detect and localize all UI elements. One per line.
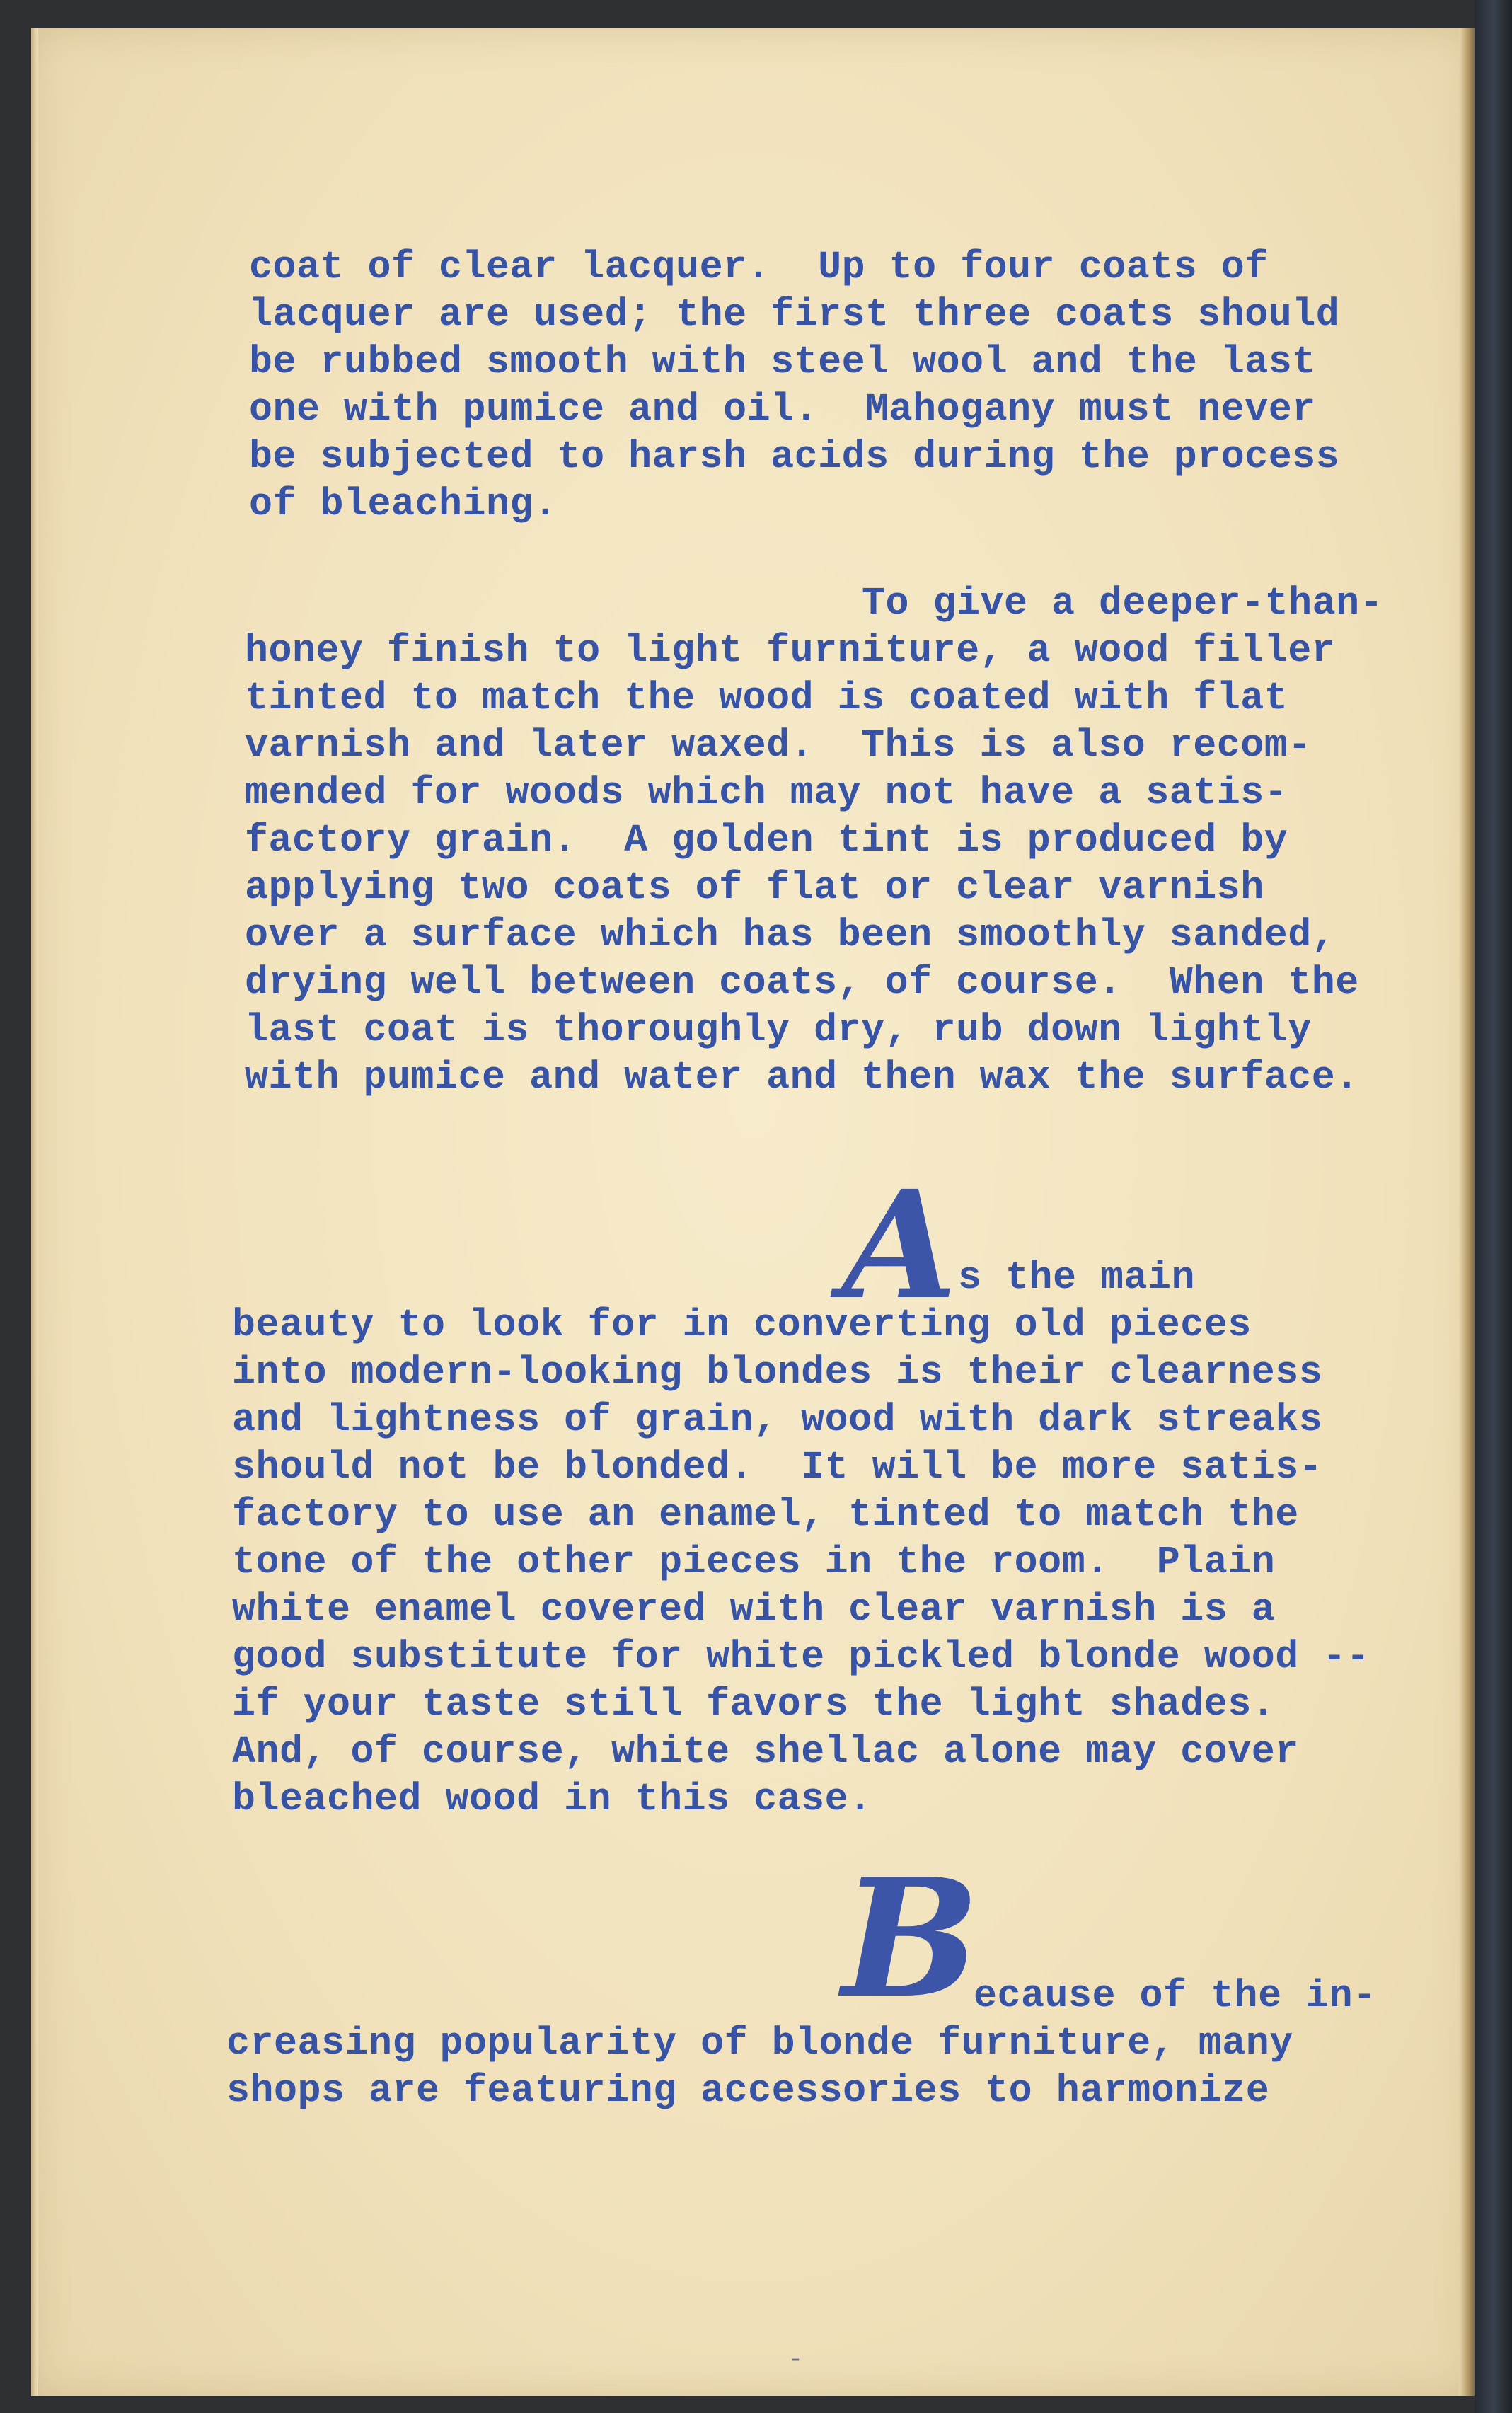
paragraph-3-line-11: And, of course, white shellac alone may cover [232,1729,1299,1774]
paragraph-3-line-10: if your taste still favors the light shades. [232,1682,1276,1727]
paragraph-2-line-4: varnish and later waxed. This is also recom- [245,723,1312,768]
book-spine [1475,0,1512,2413]
page-left-edge [31,28,38,2396]
paragraph-2-line-6: factory grain. A golden tint is produced by [245,818,1288,863]
paragraph-2-line-11: with pumice and water and then wax the surface. [245,1055,1359,1100]
paragraph-2-line-10: last coat is thoroughly dry, rub down lightly [245,1008,1312,1052]
paragraph-3-line-3: into modern-looking blondes is their clearness [232,1350,1323,1395]
paragraph-1-line-4: one with pumice and oil. Mahogany must never [249,387,1316,432]
paragraph-3-line-12: bleached wood in this case. [232,1777,872,1821]
paragraph-1-line-2: lacquer are used; the first three coats should [249,292,1340,337]
paragraph-4-line-2: creasing popularity of blonde furniture, many [226,2021,1293,2066]
paragraph-2-line-7: applying two coats of flat or clear varnish [245,865,1264,910]
paragraph-2-line-8: over a surface which has been smoothly sanded, [245,913,1336,957]
paragraph-2-line-2: honey finish to light furniture, a wood filler [245,628,1336,673]
paragraph-1-line-1: coat of clear lacquer. Up to four coats of [249,245,1269,289]
paragraph-2-line-1: To give a deeper-than- [862,581,1384,626]
paragraph-3-line-4: and lightness of grain, wood with dark streaks [232,1398,1323,1442]
paragraph-3-line-1: s the main [958,1255,1196,1300]
paragraph-2-line-3: tinted to match the wood is coated with flat [245,676,1288,720]
paragraph-1-line-5: be subjected to harsh acids during the process [249,434,1340,479]
paragraph-4-line-1: ecause of the in- [974,1974,1377,2018]
paragraph-3-line-8: white enamel covered with clear varnish is a [232,1587,1276,1632]
paragraph-3-line-2: beauty to look for in converting old pieces [232,1303,1252,1347]
paragraph-1-line-3: be rubbed smooth with steel wool and the last [249,340,1316,384]
paragraph-3-line-7: tone of the other pieces in the room. Plain [232,1540,1276,1584]
paragraph-1-line-6: of bleaching. [249,482,558,526]
page-footer-mark: - [791,2344,800,2373]
paragraph-2-line-9: drying well between coats, of course. When the [245,960,1359,1005]
paragraph-4-line-3: shops are featuring accessories to harmonize [226,2068,1270,2113]
paragraph-2-line-5: mended for woods which may not have a satis- [245,771,1288,815]
paragraph-3-line-5: should not be blonded. It will be more satis- [232,1445,1323,1490]
drop-cap-a: A [842,1158,957,1332]
paragraph-3-line-9: good substitute for white pickled blonde wood -- [232,1635,1370,1679]
drop-cap-b: B [842,1843,980,2034]
page-gutter-shadow [1459,28,1475,2396]
paragraph-3-line-6: factory to use an enamel, tinted to match the [232,1492,1299,1537]
